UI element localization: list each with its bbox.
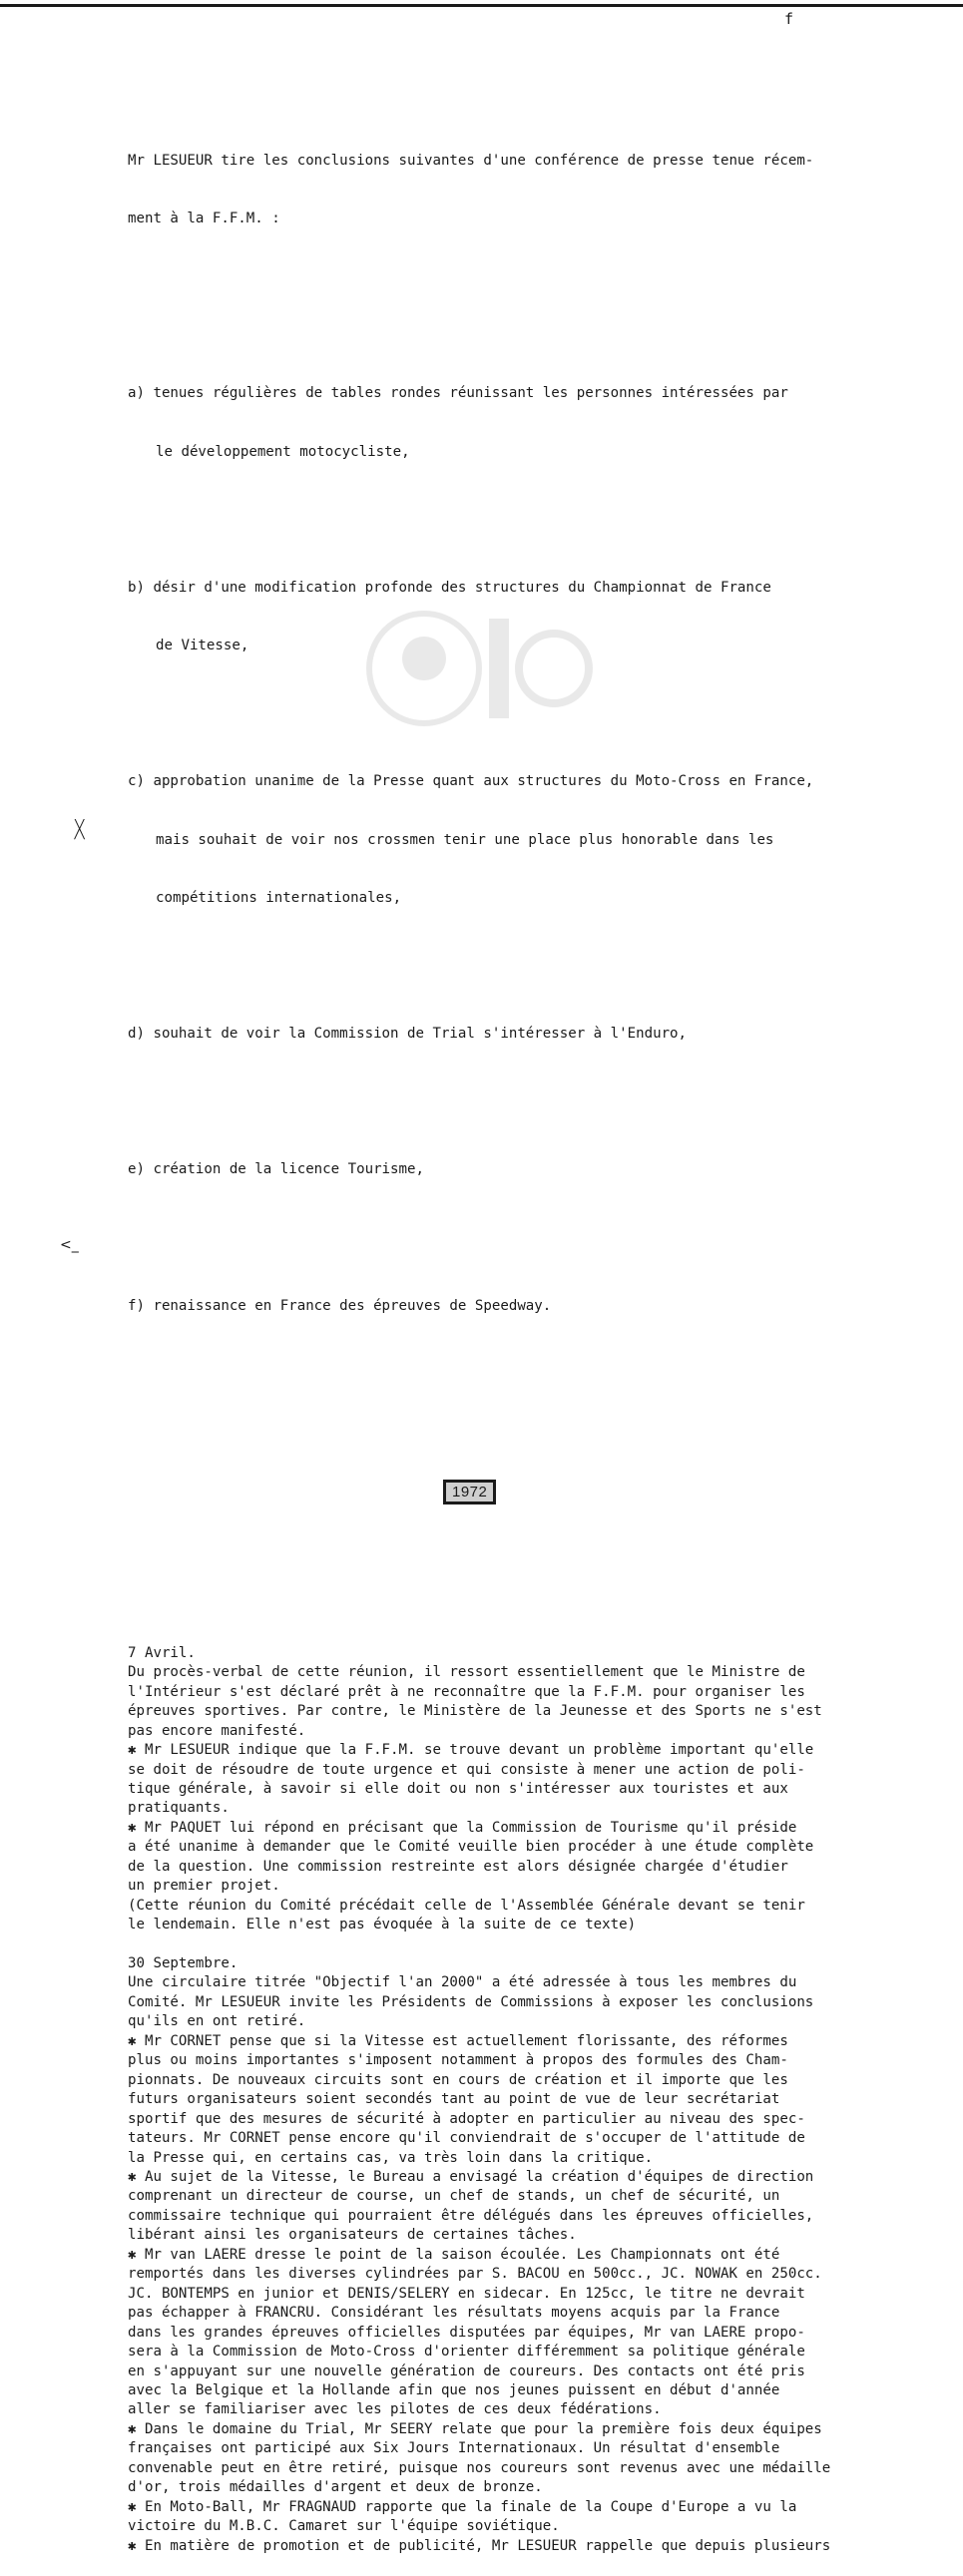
text-line: e) création de la licence Tourisme, (128, 1161, 424, 1178)
list-item (128, 345, 926, 501)
text-line: pratiquants. (128, 1800, 230, 1817)
text-line: le lendemain. Elle n'est pas évoquée à la suite de ce texte) (128, 1917, 637, 1933)
margin-arrow: <_ (60, 1237, 79, 1253)
text-line: françaises ont participé aux Six Jours Internationaux. Un résultat d'ensemble (128, 2440, 780, 2457)
top-rule (0, 4, 963, 7)
text-line: qu'ils en ont retiré. (128, 2013, 306, 2030)
text-line: Mr LESUEUR tire les conclusions suivantes d'une conférence de presse tenue récem- (128, 152, 814, 169)
text-line: épreuves sportives. Par contre, le Ministère de la Jeunesse et des Sports ne s'est (128, 1703, 822, 1720)
text-line: de la question. Une commission restreinte est alors désignée chargée d'étudier (128, 1858, 788, 1875)
list-item (128, 1121, 926, 1218)
text-line: sportif que des mesures de sécurité à adopter en particulier au niveau des spec- (128, 2110, 805, 2127)
text-line: commissaire technique qui pourraient être délégués dans les épreuves officielles, (128, 2207, 814, 2224)
text-line: ✱ Mr van LAERE dresse le point de la saison écoulée. Les Championnats ont été (128, 2246, 780, 2263)
section-heading: 7 Avril. (128, 1644, 196, 1661)
section-block (128, 1644, 926, 1935)
section-block (128, 1954, 926, 2556)
text-line: en s'appuyant sur une nouvelle génération de coureurs. Des contacts ont été pris (128, 2362, 805, 2379)
text-line: pionnats. De nouveaux circuits sont en cours de création et il importe que les (128, 2071, 788, 2088)
text-line: (Cette réunion du Comité précédait celle de l'Assemblée Générale devant se tenir (128, 1897, 805, 1914)
text-line: a) tenues régulières de tables rondes réunissant les personnes intéressées par (128, 385, 788, 402)
text-line: tique générale, à savoir si elle doit ou non s'intéresser aux touristes et aux (128, 1780, 788, 1797)
text-line: comprenant un directeur de course, un chef de stands, un chef de sécurité, un (128, 2188, 780, 2205)
text-line: ✱ Mr PAQUET lui répond en précisant que la Commission de Tourisme qu'il préside (128, 1819, 797, 1836)
text-line: libérant ainsi les organisateurs de certaines tâches. (128, 2227, 577, 2244)
text-line: pas encore manifesté. (128, 1722, 306, 1739)
text-line: l'Intérieur s'est déclaré prêt à ne reconnaître que la F.F.M. pour organiser les (128, 1683, 805, 1700)
text-line: victoire du M.B.C. Camaret sur l'équipe soviétique. (128, 2518, 560, 2535)
list-item (128, 540, 926, 695)
list-item (128, 986, 926, 1082)
text-line: dans les grandes épreuves officielles disputées par équipes, Mr van LAERE propo- (128, 2324, 805, 2341)
document-body (128, 74, 926, 2576)
text-line: de Vitesse, (156, 638, 249, 654)
text-line: compétitions internationales, (156, 890, 402, 907)
page-letter: f (784, 10, 794, 28)
text-line: ✱ Dans le domaine du Trial, Mr SEERY relate que pour la première fois deux équipes (128, 2420, 822, 2437)
text-line: JC. BONTEMPS en junior et DENIS/SELERY en sidecar. En 125cc, le titre ne devrait (128, 2285, 805, 2302)
intro-paragraph (128, 113, 926, 268)
text-line: ✱ Mr CORNET pense que si la Vitesse est actuellement florissante, des réformes (128, 2032, 788, 2049)
text-line: f) renaissance en France des épreuves de Speedway. (128, 1297, 552, 1314)
text-line: b) désir d'une modification profonde des structures du Championnat de France (128, 579, 771, 596)
section-heading: 30 Septembre. (128, 1955, 239, 1972)
text-line: d) souhait de voir la Commission de Trial s'intéresser à l'Enduro, (128, 1026, 688, 1043)
text-line: a été unanime à demander que le Comité veuille bien procéder à une étude complète (128, 1839, 814, 1856)
text-line: la Presse qui, en certains cas, va très loin dans la critique. (128, 2149, 654, 2166)
text-line: sera à la Commission de Moto-Cross d'orienter différemment sa politique générale (128, 2344, 805, 2361)
text-line: plus ou moins importantes s'imposent notamment à propos des formules des Cham- (128, 2052, 788, 2069)
text-line: c) approbation unanime de la Presse quant aux structures du Moto-Cross en France, (128, 773, 814, 790)
text-line: Comité. Mr LESUEUR invite les Présidents de Commissions à exposer les conclusions (128, 1993, 814, 2010)
conclusions-list (128, 306, 926, 1393)
year-label: 1972 (443, 1480, 496, 1504)
text-line: Du procès-verbal de cette réunion, il ressort essentiellement que le Ministre de (128, 1664, 805, 1681)
text-line: pas échapper à FRANCRU. Considérant les résultats moyens acquis par la France (128, 2305, 780, 2322)
text-line: tateurs. Mr CORNET pense encore qu'il conviendrait de s'occuper de l'attitude de (128, 2130, 805, 2147)
text-line: convenable peut en être retiré, puisque nos coureurs sont revenus avec une médaille (128, 2459, 831, 2476)
text-line: le développement motocycliste, (156, 443, 410, 460)
text-line: mais souhait de voir nos crossmen tenir une place plus honorable dans les (156, 831, 774, 848)
text-line: ment à la F.F.M. : (128, 211, 280, 227)
text-line: se doit de résoudre de toute urgence et qui consiste à mener une action de poli- (128, 1761, 805, 1778)
list-item (128, 1258, 926, 1355)
sections (128, 1644, 926, 2556)
text-line: Une circulaire titrée "Objectif l'an 2000" a été adressée à tous les membres du (128, 1974, 797, 1991)
text-line: ✱ Mr LESUEUR indique que la F.F.M. se trouve devant un problème important qu'elle (128, 1742, 814, 1759)
text-line: ✱ En Moto-Ball, Mr FRAGNAUD rapporte que la finale de la Coupe d'Europe a vu la (128, 2498, 797, 2515)
list-item (128, 733, 926, 947)
text-line: ✱ En matière de promotion et de publicité, Mr LESUEUR rappelle que depuis plusieurs (128, 2537, 831, 2554)
text-line: aller se familiariser avec les pilotes de ces deux fédérations. (128, 2401, 662, 2418)
margin-annotation: X (72, 813, 87, 846)
text-line: ✱ Au sujet de la Vitesse, le Bureau a envisagé la création d'équipes de direction (128, 2169, 814, 2185)
text-line: avec la Belgique et la Hollande afin que nos jeunes puissent en début d'année (128, 2381, 780, 2398)
text-line: un premier projet. (128, 1878, 280, 1895)
text-line: d'or, trois médailles d'argent et deux de bronze. (128, 2479, 543, 2496)
text-line: futurs organisateurs soient secondés tant au point de vue de leur secrétariat (128, 2091, 780, 2108)
text-line: remportés dans les diverses cylindrées par S. BACOU en 500cc., JC. NOWAK en 250cc. (128, 2266, 822, 2283)
